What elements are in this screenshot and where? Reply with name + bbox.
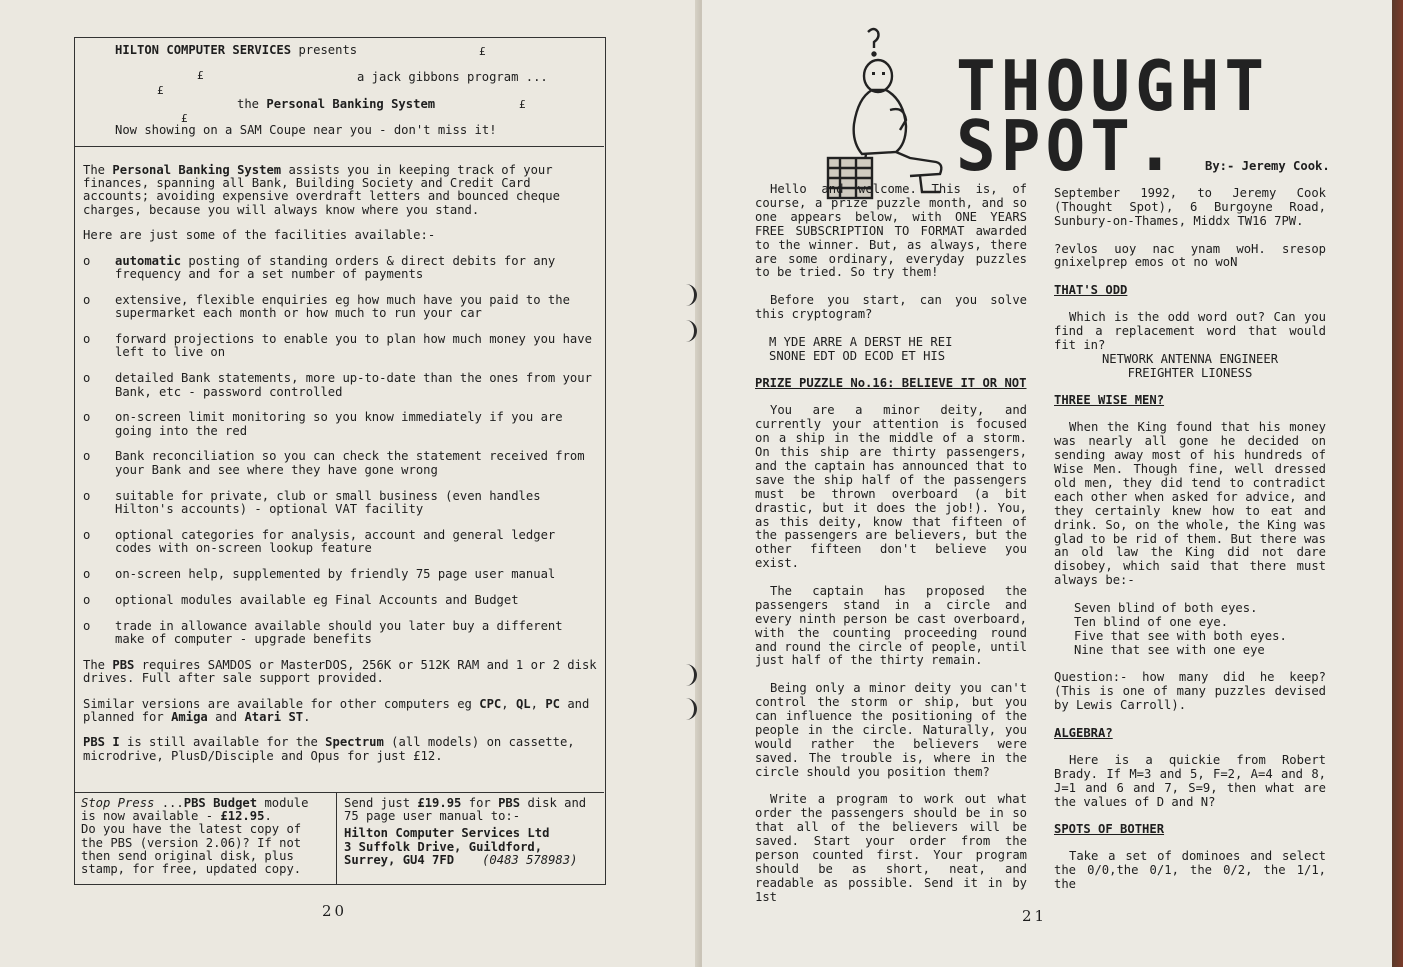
facility-item: o on-screen limit monitoring so you know immediately if you are going into the red (83, 410, 563, 438)
title-spot: SPOT. (956, 106, 1180, 187)
algebra-paragraph: Here is a quickie from Robert Brady. If M=3 and 5, F=2, A=4 and 8, J=1 and 6 and 7, S=9, then what are the values of D and N? (1054, 752, 1326, 809)
odd-words: NETWORK ANTENNA ENGINEER (1101, 351, 1279, 366)
facility-item: o extensive, flexible enquiries eg how much have you paid to the supermarket each month or how much to run your car (83, 293, 570, 321)
wise-men-verse: Seven blind of both eyes. Ten blind of one eye. Five that see with both eyes. Nine that see with one eye (1074, 600, 1287, 657)
page-number: 21 (1022, 907, 1048, 925)
wise-men-paragraph: When the King found that his money was nearly all gone he decided on sending away most of his hundreds of Wise Men. Though fine, well dressed old men, they did tend to contradict each other when asked for advice, and they certainly knew how to eat and drink. So, on the whole, the King was glad to be rid of them. But there was an old law the King did not dare disobey, which said that there must always be:- (1054, 420, 1326, 588)
facility-item: o detailed Bank statements, more up-to-date than the ones from your Bank, etc - password controlled (83, 371, 592, 399)
system-line: the Personal Banking System (237, 97, 436, 111)
puzzle-paragraph: Being only a minor deity you can't control the storm or ship, but you can influence the positioning of the people in the circle. Naturally, you would rather the believers were saved. The trouble is, where in the circle should you position them? (755, 681, 1027, 779)
column-2 (1054, 187, 1326, 906)
presents-line: HILTON COMPUTER SERVICES presents (115, 43, 358, 57)
advert-body (83, 164, 599, 775)
intro-paragraph: Hello and welcome. This is, of course, a prize puzzle month, and so one appears below, with ONE YEARS FREE SUBSCRIPTION TO FORMAT awarded to the winner. But, as always, there are some ordinary, everyday puzzles to be tried. So try them! (755, 182, 1027, 280)
address-paragraph: September 1992, to Jeremy Cook (Thought Spot), 6 Burgoyne Road, Sunbury-on-Thames, Middx TW16 7PW. (1054, 186, 1326, 228)
column-1 (755, 183, 1027, 918)
pound-sign: £ (197, 69, 204, 82)
prize-puzzle-heading: PRIZE PUZZLE No.16: BELIEVE IT OR NOT (755, 376, 1027, 391)
left-page (0, 0, 700, 967)
stop-press-box: Stop Press ...PBS Budget module is now available - £12.95. Do you have the latest copy of the PBS (version 2.06)? If not then send original disk, plus stamp, for free, updated copy. (75, 793, 337, 885)
reversed-text: ?evlos uoy nac ynam woH. sresop gnixelprep emos ot no woN (1054, 241, 1326, 270)
cover-edge (1392, 0, 1403, 967)
advert-footer (75, 792, 604, 885)
title-thought: THOUGHT (956, 46, 1270, 127)
cryptogram: M YDE ARRE A DERST HE REI SNONE EDT OD ECOD ET HIS (769, 334, 953, 363)
thats-odd-heading: THAT'S ODD (1054, 283, 1128, 298)
requires-paragraph: The PBS requires SAMDOS or MasterDOS, 256K or 512K RAM and 1 or 2 disk drives. Full after sale support provided. (83, 657, 597, 685)
puzzle-paragraph: The captain has proposed the passengers stand in a circle and every ninth person be cast overboard, with the counting proceeding round and round the circle of people, until just half of the thirty remain. (755, 583, 1027, 668)
algebra-heading: ALGEBRA? (1054, 725, 1113, 740)
program-line: a jack gibbons program ... (357, 70, 548, 84)
advert-header (75, 38, 604, 147)
order-box: Send just £19.95 for PBS disk and 75 page user manual to:- Hilton Computer Services Ltd 3 Suffolk Drive, Guildford, Surrey, GU4 7FD (0483 578983) (338, 793, 604, 885)
facilities-heading: Here are just some of the facilities available:- (83, 228, 436, 243)
odd-question: Which is the odd word out? Can you find a replacement word that would fit in? (1054, 310, 1326, 352)
advert-box (74, 37, 606, 885)
puzzle-paragraph: You are a minor deity, and currently your attention is focused on a ship in the middle of a storm. On this ship are thirty passengers, and the captain has announced that to save the ship half of the passengers must be thrown overboard (a bit drastic, but it does the job!). You, as this deity, know that fifteen of the passengers are believers, but the other fifteen don't believe you exist. (755, 403, 1027, 571)
facility-item: o optional categories for analysis, account and general ledger codes with on-screen lookup feature (83, 527, 556, 555)
address-block: Hilton Computer Services Ltd 3 Suffolk Drive, Guildford, Surrey, GU4 7FD (0483 578983) (344, 826, 578, 867)
three-wise-men-heading: THREE WISE MEN? (1054, 393, 1165, 408)
page-number: 20 (322, 902, 348, 920)
cryptogram-intro: Before you start, can you solve this cryptogram? (755, 293, 1027, 322)
intro-paragraph: The Personal Banking System assists you in keeping track of your finances, spanning all Bank, Building Society and Credit Card accounts; avoiding expensive overdraft letters and bounced cheque charges, because you will always know where you stand. (83, 163, 560, 217)
pound-sign: £ (519, 98, 526, 111)
facility-item: o on-screen help, supplemented by friendly 75 page user manual (83, 566, 556, 581)
facility-item: o optional modules available eg Final Accounts and Budget (83, 592, 519, 607)
byline: By:- Jeremy Cook. (1205, 159, 1330, 173)
similar-paragraph: Similar versions are available for other computers eg CPC, QL, PC and planned for Amiga and Atari ST. (83, 696, 590, 724)
odd-words: FREIGHTER LIONESS (1127, 365, 1253, 380)
spots-paragraph: Take a set of dominoes and select the 0/0,the 0/1, the 0/2, the 1/1, the (1054, 849, 1326, 891)
facility-item: o automatic posting of standing orders & direct debits for any frequency and for a set number of payments (83, 254, 556, 282)
facility-item: o trade in allowance available should you later buy a different make of computer - upgrade benefits (83, 618, 563, 646)
question-paragraph: Question:- how many did he keep? (This is one of many puzzles devised by Lewis Carroll). (1054, 670, 1326, 713)
pound-sign: £ (479, 45, 486, 58)
showing-line: Now showing on a SAM Coupe near you - don't miss it! (115, 123, 497, 137)
facility-item: o suitable for private, club or small business (even handles Hilton's accounts) - optional VAT facility (83, 488, 541, 516)
pound-sign: £ (181, 112, 188, 125)
puzzle-paragraph: Write a program to work out what order the passengers should be in so that all of the believers will be saved. Start your order from the person counted first. Your program should be as short, neat, and readable as possible. Send it in by 1st (755, 792, 1027, 904)
facility-item: o Bank reconciliation so you can check the statement received from your Bank and see where they have gone wrong (83, 449, 585, 477)
pbs1-paragraph: PBS I is still available for the Spectrum (all models) on cassette, microdrive, PlusD/Disciple and Opus for just £12. (83, 735, 575, 763)
facility-item: o forward projections to enable you to plan how much money you have left to live on (83, 332, 592, 360)
pound-sign: £ (157, 84, 164, 97)
spots-of-bother-heading: SPOTS OF BOTHER (1054, 822, 1165, 837)
thinker-illustration (820, 24, 960, 202)
